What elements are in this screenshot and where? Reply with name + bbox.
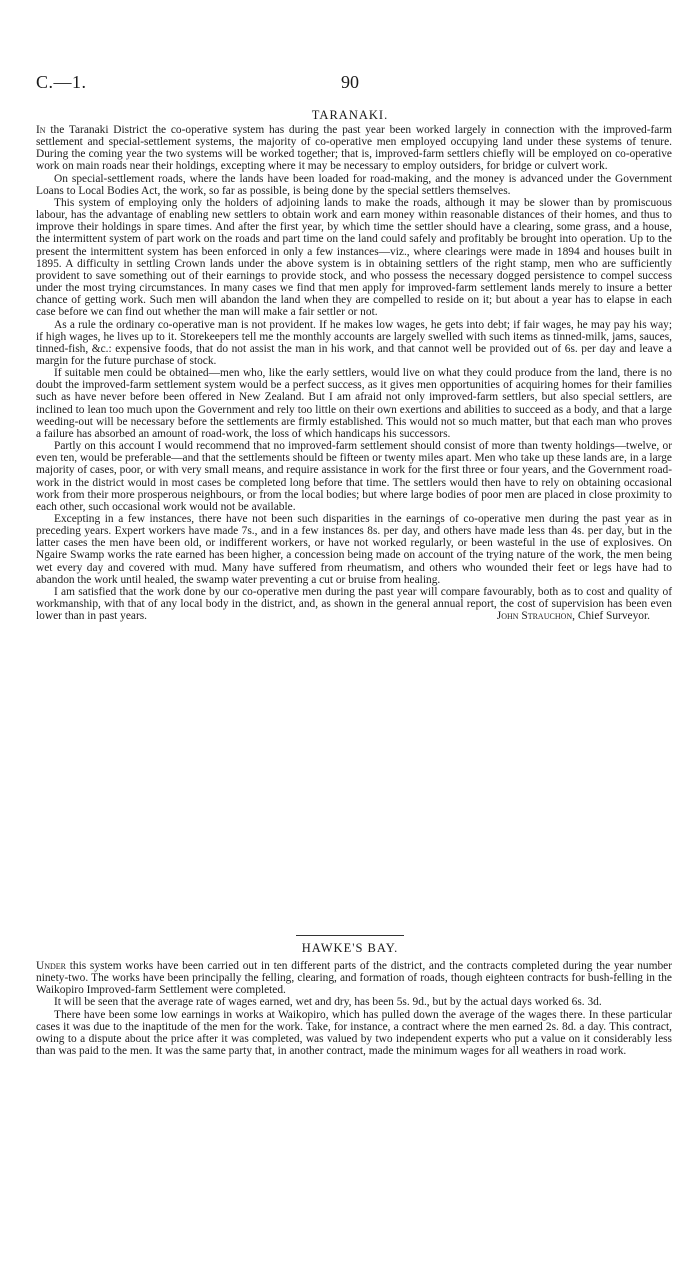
taranaki-body bbox=[36, 124, 672, 622]
paragraph bbox=[36, 586, 672, 622]
paragraph bbox=[36, 124, 672, 173]
paragraph-lead: In bbox=[36, 124, 46, 136]
section-title-taranaki: TARANAKI. bbox=[311, 108, 389, 122]
document-reference: C.—1. bbox=[36, 72, 87, 92]
paragraph bbox=[36, 960, 672, 996]
paragraph: Partly on this account I would recommend that no improved-farm settlement should consist of more than twenty holdings—twelve, or even ten, would be preferable—and that the settlements should be fifteen or twenty miles apart. Men who take up these lands are, in a large majority of cases, poor, or with very small means, and require assistance in work for the first three or four years, and the Government road-work in the district would in most cases be completed long before that time. The settlers would then have to rely on obtaining occasional work from their more prosperous neighbours, or from the local bodies; but where large bodies of poor men are placed in close proximity to each other, such occasional work would not be available. bbox=[36, 440, 672, 513]
paragraph: Excepting in a few instances, there have not been such disparities in the earnings of co-operative men during the past year as in preceding years. Expert workers have made 7s., and in a few instances 8s. per day, and others have made less than 4s. per day, but in the latter cases the men have been old, or indifferent workers, or have not worked regularly, or been wasteful in the use of explosives. On Ngaire Swamp works the rate earned has been higher, a concession being made on account of the trying nature of the work, the men being wet every day and covered with mud. Many have suffered from rheumatism, and others who wounded their feet or legs have had to abandon the work until healed, the swamp water preventing a cut or bruise from healing. bbox=[36, 513, 672, 586]
paragraph: If suitable men could be obtained—men who, like the early settlers, would live on what they could produce from the land, there is no doubt the improved-farm settlement system would be a perfect success, as it gives men opportunities of acquiring homes for their families such as have never before been offered in New Zealand. But I am afraid not only improved-farm settlers, but also special settlers, are inclined to lean too much upon the Government and rely too little on their own exertions and abilities to succeed as a body, and that a large weeding-out will be necessary before the settlements are firmly established. This would not so much matter, but that each man who proves a failure has absorbed an amount of road-work, the loss of which handicaps his successors. bbox=[36, 367, 672, 440]
page-number: 90 bbox=[341, 72, 359, 92]
section-divider bbox=[296, 935, 404, 936]
signature bbox=[479, 610, 650, 622]
paragraph-text: this system works have been carried out in ten different parts of the district, and the contracts completed during the year number ninety-two. The works have been principally the felling, clearing, and formation of roads, though eighteen contracts for bush-felling in the Waikopiro Improved-farm Settlement were completed. bbox=[36, 960, 672, 997]
hawkes-bay-body bbox=[36, 960, 672, 1057]
paragraph: On special-settlement roads, where the lands have been loaded for road-making, and the money is advanced under the Government Loans to Local Bodies Act, the work, so far as possible, is being done by the special settlers themselves. bbox=[36, 172, 672, 197]
signature-name: John Strauchon bbox=[496, 610, 573, 623]
paragraph-text: I am satisfied that the work done by our co-operative men during the past year will compare favourably, both as to cost and quality of workmanship, with that of any local body in the district, and, as shown in the general annual report, the cost of supervision has been even lower than in past years. bbox=[36, 585, 672, 623]
paragraph-text: the Taranaki District the co-operative system has during the past year been worked largely in connection with the improved-farm settlement and special-settlement systems, the majority of co-operative men employed occupying land under these systems of tenure. During the coming year the two systems will be worked together; that is, improved-farm settlers chiefly will be employed on co-operative work on main roads near their holdings, excepting where it may be necessary to employ outsiders, for bridge or culvert work. bbox=[36, 124, 672, 173]
paragraph: As a rule the ordinary co-operative man is not provident. If he makes low wages, he gets into debt; if fair wages, he may pay his way; if high wages, he lives up to it. Storekeepers tell me the monthly accounts are largely swelled with such items as tinned-milk, jams, sauces, tinned-fish, &c.: expensive foods, that do not assist the man in his work, and that cannot well be provided out of 6s. per day and leave a margin for the future purchase of stock. bbox=[36, 318, 672, 367]
paragraph: There have been some low earnings in works at Waikopiro, which has pulled down the average of the wages there. In these particular cases it was due to the inaptitude of the men for the work. Take, for instance, a contract where the men earned 2s. 8d. a day. This contract, owing to a dispute about the price after it was completed, was valued by two independent experts who put a value on it considerably less than was paid to the men. It was the same party that, in another contract, made the minimum wages for all weathers in road work. bbox=[36, 1008, 672, 1058]
signature-title: , Chief Surveyor. bbox=[572, 610, 650, 623]
section-title-hawkes-bay: HAWKE'S BAY. bbox=[301, 941, 399, 955]
paragraph-lead: Under bbox=[36, 960, 67, 972]
paragraph: It will be seen that the average rate of wages earned, wet and dry, has been 5s. 9d., but by the actual days worked 6s. 3d. bbox=[54, 996, 602, 1009]
paragraph: This system of employing only the holders of adjoining lands to make the roads, although it may be slower than by promiscuous labour, has the advantage of enabling new settlers to obtain work and earn money within reasonable distances of their homes, and thus to improve their holdings in spare times. And after the first year, by which time the settler should have a clearing, some grass, and a house, the intermittent system of part work on the roads and part time on the land could safely and profitably be brought into operation. Up to the present the intermittent system has been enforced in only a few instances—viz., where clearings were made in 1894 and houses built in 1895. A difficulty in settling Crown lands under the above system is in obtaining settlers of the right stamp, men who are sufficiently provident to save something out of their earnings to provide stock, and who possess the necessary dogged persistence to compel success under the most trying circumstances. In many cases we find that men apply for improved-farm settlement lands merely to insure a better chance of getting work. Such men will abandon the land when they are compelled to reside on it; but about a year has to elapse in each case before we can find out whether the man will make a fair settler or not. bbox=[36, 196, 672, 319]
